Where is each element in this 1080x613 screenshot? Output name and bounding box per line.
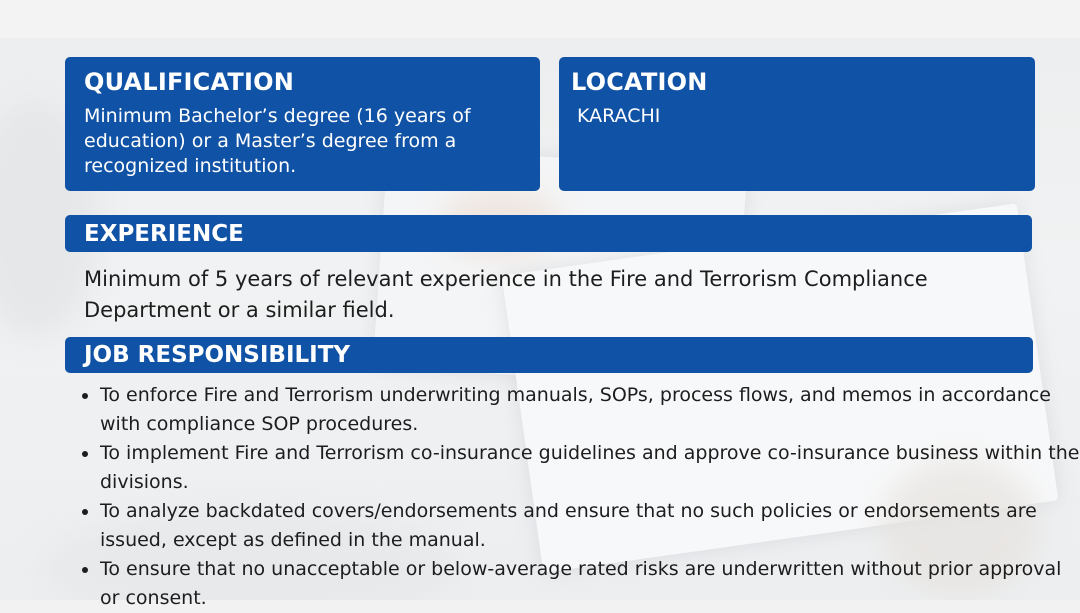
top-strip [0,0,1080,38]
job-responsibility-heading: JOB RESPONSIBILITY [84,342,351,368]
list-item: • To analyze backdated covers/endorsements and ensure that no such policies or endorsements are issued, except as defined in the manual. [100,497,1080,555]
location-text: KARACHI [577,105,661,127]
experience-text: Minimum of 5 years of relevant experience in the Fire and Terrorism Compliance Department or a similar field. [84,267,928,322]
list-item: • To enforce Fire and Terrorism underwriting manuals, SOPs, process flows, and memos in accordance with compliance SOP procedures. [100,381,1080,439]
experience-heading: EXPERIENCE [84,221,244,247]
experience-header-bar [65,215,1032,252]
responsibility-list [76,381,1080,613]
job-responsibility-header-bar [65,337,1033,373]
location-card [559,57,1035,191]
list-item: • To ensure that no unacceptable or below-average rated risks are underwritten without prior approval or consent. [100,555,1080,613]
location-heading: LOCATION [571,68,708,96]
list-item: • To implement Fire and Terrorism co-insurance guidelines and approve co-insurance business within the divisions. [100,439,1080,497]
qualification-card [65,57,540,191]
qualification-heading: QUALIFICATION [84,68,294,96]
qualification-text: Minimum Bachelor’s degree (16 years of education) or a Master’s degree from a recognized institution. [84,105,471,177]
